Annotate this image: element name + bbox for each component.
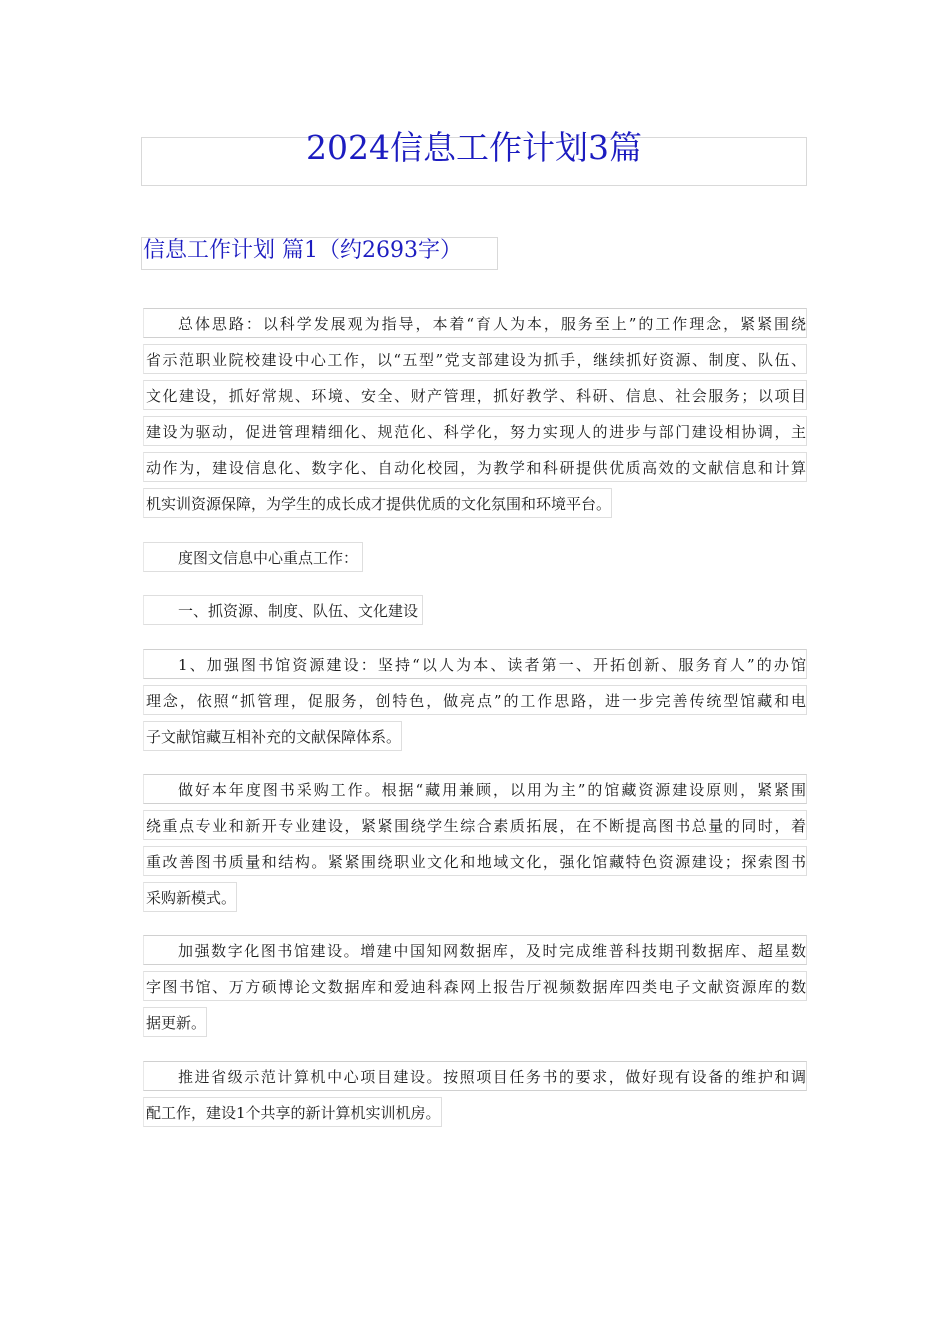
paragraph-item-one-heading [143, 595, 807, 635]
paragraph-line: 动作为，建设信息化、数字化、自动化校园，为教学和科研提供优质高效的文献信息和计算 [143, 452, 807, 482]
paragraph-line: 机实训资源保障，为学生的成长成才提供优质的文化氛围和环境平台。 [143, 488, 612, 518]
paragraph-line: 做好本年度图书采购工作。根据“藏用兼顾，以用为主”的馆藏资源建设原则，紧紧围 [143, 774, 807, 804]
section-title: 信息工作计划 篇1（约2693字） [143, 238, 462, 263]
paragraph-line: 1、加强图书馆资源建设：坚持“以人为本、读者第一、开拓创新、服务育人”的办馆 [143, 649, 807, 679]
paragraph-line: 省示范职业院校建设中心工作，以“五型”党支部建设为抓手，继续抓好资源、制度、队伍、 [143, 344, 807, 374]
paragraph-overall-approach [143, 308, 807, 528]
paragraph-line: 一、抓资源、制度、队伍、文化建设 [143, 595, 423, 625]
paragraph-computer-center [143, 1061, 807, 1137]
paragraph-line: 配工作，建设1个共享的新计算机实训机房。 [143, 1097, 442, 1127]
paragraph-key-work-heading [143, 542, 807, 582]
paragraph-line: 加强数字化图书馆建设。增建中国知网数据库，及时完成维普科技期刊数据库、超星数 [143, 935, 807, 965]
paragraph-line: 建设为驱动，促进管理精细化、规范化、科学化，努力实现人的进步与部门建设相协调，主 [143, 416, 807, 446]
paragraph-line: 推进省级示范计算机中心项目建设。按照项目任务书的要求，做好现有设备的维护和调 [143, 1061, 807, 1091]
paragraph-line: 理念，依照“抓管理，促服务，创特色，做亮点”的工作思路，进一步完善传统型馆藏和电 [143, 685, 807, 715]
paragraph-line: 子文献馆藏互相补充的文献保障体系。 [143, 721, 402, 751]
paragraph-line: 总体思路：以科学发展观为指导，本着“育人为本，服务至上”的工作理念，紧紧围绕 [143, 308, 807, 338]
paragraph-digital-library [143, 935, 807, 1047]
paragraph-line: 度图文信息中心重点工作： [143, 542, 363, 572]
paragraph-book-purchasing [143, 774, 807, 922]
paragraph-line: 据更新。 [143, 1007, 207, 1037]
paragraph-library-resources [143, 649, 807, 761]
document-title: 2024信息工作计划3篇 [306, 128, 642, 167]
paragraph-line: 字图书馆、万方硕博论文数据库和爱迪科森网上报告厅视频数据库四类电子文献资源库的数 [143, 971, 807, 1001]
paragraph-line: 采购新模式。 [143, 882, 237, 912]
paragraph-line: 文化建设，抓好常规、环境、安全、财产管理，抓好教学、科研、信息、社会服务；以项目 [143, 380, 807, 410]
paragraph-line: 绕重点专业和新开专业建设，紧紧围绕学生综合素质拓展，在不断提高图书总量的同时，着 [143, 810, 807, 840]
paragraph-line: 重改善图书质量和结构。紧紧围绕职业文化和地域文化，强化馆藏特色资源建设；探索图书 [143, 846, 807, 876]
